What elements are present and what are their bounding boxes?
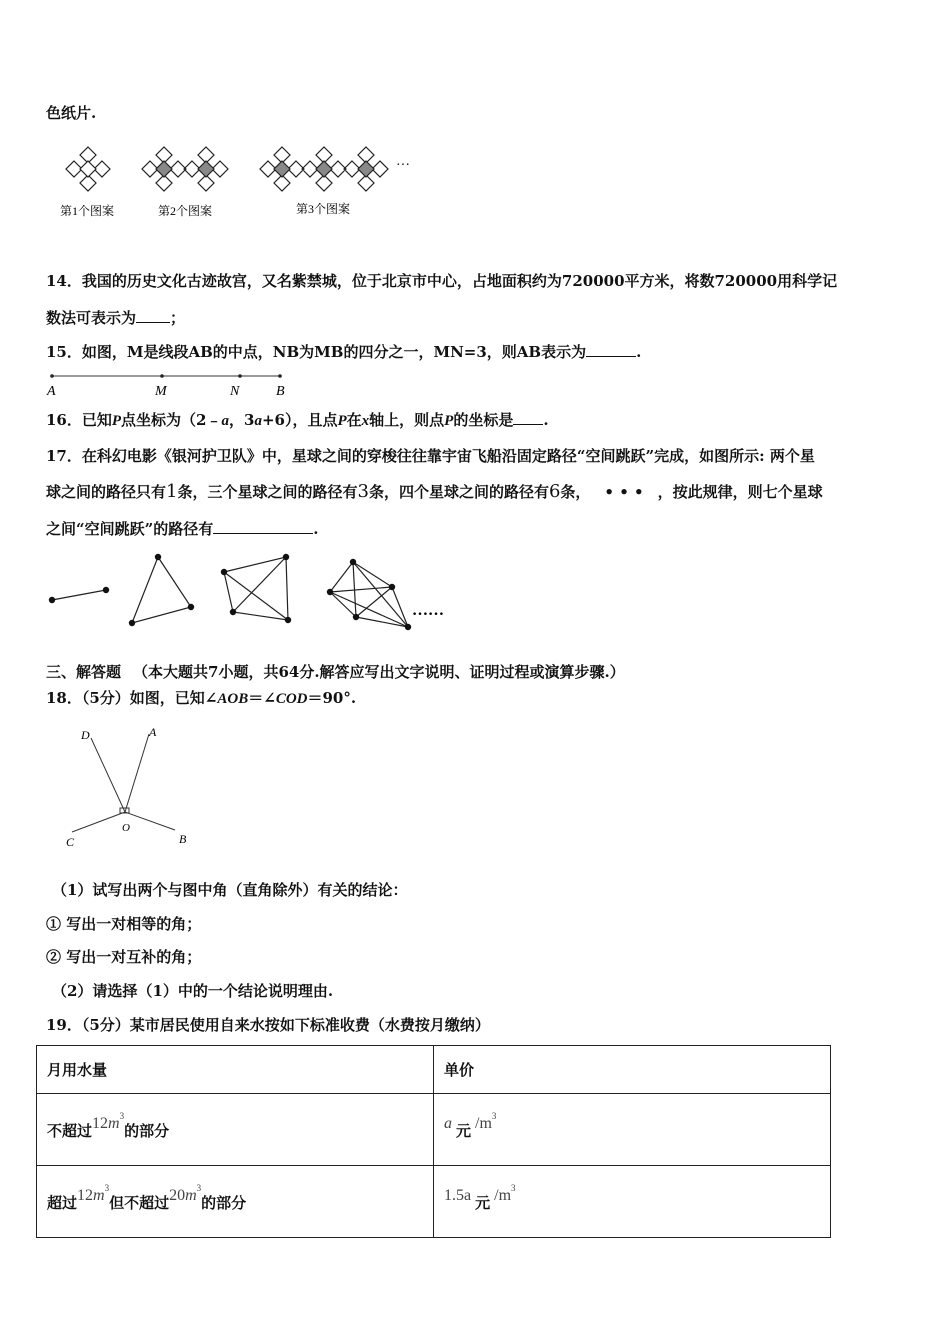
q17-text-a: 球之间的路径只有 <box>46 483 167 501</box>
q14-line1: 14．我国的历史文化古迹故宫，又名紫禁城，位于北京市中心，占地面积约为720000平方米，将数720000用科学记 <box>46 272 838 290</box>
row1-post: 的部分 <box>124 1121 170 1140</box>
q16-text-4: +6），且点 <box>261 411 338 429</box>
ray-label-A: A <box>149 725 157 739</box>
var-P: P <box>444 413 454 429</box>
point-label-A: A <box>47 384 56 399</box>
intro-tail: 色纸片. <box>46 104 97 122</box>
q16-text-6: 轴上，则点 <box>369 411 445 429</box>
q14-line2 <box>46 308 185 328</box>
row2-price-coef: 1.5a <box>444 1186 472 1204</box>
cube-sup: 3 <box>119 1110 125 1121</box>
q14-line2-end: ； <box>170 309 186 327</box>
row1-price-unit <box>475 1110 497 1132</box>
row1-num: 12 <box>92 1114 109 1132</box>
var-a: a <box>221 413 229 429</box>
cube-sup: 3 <box>196 1182 202 1193</box>
row2-unit: m <box>93 1186 105 1204</box>
q17-line2 <box>46 482 823 502</box>
q18-eq: ＝∠ <box>248 689 276 707</box>
pattern-label-1: 第1个图案 <box>60 204 115 218</box>
row2-per-m: /m <box>494 1186 512 1204</box>
pattern-ellipsis: ··· <box>396 158 410 173</box>
q17-num-1: 1 <box>166 481 178 502</box>
header-usage: 月用水量 <box>37 1046 434 1094</box>
cube-sup: 3 <box>104 1182 110 1193</box>
row1-price <box>434 1094 831 1166</box>
q17-num-6: 6 <box>548 481 561 502</box>
row1-quantity <box>92 1110 125 1132</box>
q15-line <box>46 342 641 362</box>
cube-sup: 3 <box>511 1182 516 1193</box>
row2-yuan: 元 <box>475 1193 491 1212</box>
q17-text-e: ，按此规律，则七个星球 <box>657 483 823 501</box>
water-fee-table <box>36 1045 831 1238</box>
vertex-label-O: O <box>122 822 130 834</box>
q16-answer-blank[interactable] <box>513 410 543 425</box>
row2-mid: 但不超过 <box>109 1193 170 1212</box>
q17-answer-blank[interactable] <box>213 519 313 534</box>
angle-AOB: AOB <box>217 691 249 707</box>
row2-quantity-2 <box>169 1182 202 1204</box>
row2-price-unit <box>494 1182 516 1204</box>
row1-per-m: /m <box>475 1114 492 1132</box>
row1-pre: 不超过 <box>47 1121 93 1140</box>
section3-title: 三、解答题 <box>46 663 122 681</box>
q15-text: 15．如图，M是线段AB的中点，NB为MB的四分之一，MN=3，则AB表示为 <box>46 343 587 361</box>
q19-line: 19．（5分）某市居民使用自来水按如下标准收费（水费按月缴纳） <box>46 1016 490 1034</box>
var-x: x <box>361 413 370 429</box>
angle-figure <box>60 722 210 850</box>
ray-label-B: B <box>179 832 187 846</box>
q18-part2: （2）请选择（1）中的一个结论说明理由. <box>52 982 334 1000</box>
q14-line2-text: 数法可表示为 <box>46 309 137 327</box>
row1-usage <box>37 1094 434 1166</box>
planet-paths-figure <box>40 550 470 640</box>
pattern-figure <box>50 135 430 220</box>
row2-num1: 12 <box>77 1186 94 1204</box>
ray-label-C: C <box>66 835 75 849</box>
point-label-M: M <box>155 384 167 399</box>
angle-COD: COD <box>275 691 308 707</box>
q18-part1-item1: ① 写出一对相等的角； <box>46 915 202 933</box>
q16-text-7: 的坐标是 <box>453 411 514 429</box>
table-row <box>37 1094 831 1166</box>
cube-sup: 3 <box>491 1110 497 1121</box>
row2-post: 的部分 <box>201 1193 247 1212</box>
header-price: 单价 <box>434 1046 831 1094</box>
q18-end: ＝90°. <box>307 689 357 707</box>
row2-pre: 超过 <box>47 1193 78 1212</box>
row1-price-coef <box>444 1115 452 1132</box>
table-row <box>37 1166 831 1238</box>
q17-text-b: 条，三个星球之间的路径有 <box>177 483 358 501</box>
row1-yuan: 元 <box>456 1121 472 1140</box>
q16-line <box>46 410 549 431</box>
q16-text-5: 在 <box>346 411 362 429</box>
q18-part1: （1）试写出两个与图中角（直角除外）有关的结论： <box>52 881 408 899</box>
q17-dots: • • • <box>604 483 644 501</box>
q17-num-3: 3 <box>357 481 369 502</box>
q17-line3-text: 之间“空间跳跃”的路径有 <box>46 520 214 538</box>
coef-a: a <box>444 1114 452 1132</box>
var-P: P <box>337 413 347 429</box>
q14-answer-blank[interactable] <box>136 308 170 323</box>
row2-unit: m <box>185 1186 197 1204</box>
q15-end: . <box>636 343 642 361</box>
row1-unit: m <box>108 1114 120 1132</box>
row2-quantity-1 <box>77 1182 110 1204</box>
figure-ellipsis: …… <box>412 602 444 619</box>
point-label-B: B <box>276 384 285 399</box>
q18-text: 18．（5分）如图，已知∠ <box>46 689 218 707</box>
q16-text-2: 点坐标为（2﹣ <box>121 411 222 429</box>
point-label-N: N <box>230 384 240 399</box>
q18-part1-item2: ② 写出一对互补的角； <box>46 948 202 966</box>
row2-usage <box>37 1166 434 1238</box>
table-header-row <box>37 1046 831 1094</box>
q16-text-1: 16．已知 <box>46 411 112 429</box>
row2-num2: 20 <box>169 1186 186 1204</box>
pattern-label-3: 第3个图案 <box>296 202 351 216</box>
q18-line <box>46 688 356 709</box>
q15-answer-blank[interactable] <box>586 342 636 357</box>
pattern-label-2: 第2个图案 <box>158 204 213 218</box>
row2-price <box>434 1166 831 1238</box>
q17-line3 <box>46 519 319 539</box>
q17-line3-end: . <box>313 520 319 538</box>
segment-figure <box>44 366 294 398</box>
q17-line1: 17．在科幻电影《银河护卫队》中，星球之间的穿梭往往靠宇宙飞船沿固定路径“空间跳跃”完成，如图所示: 两个星 <box>46 447 815 465</box>
q17-text-c: 条，四个星球之间的路径有 <box>368 483 549 501</box>
q16-end: . <box>543 411 549 429</box>
var-P: P <box>111 413 122 429</box>
var-a: a <box>254 413 262 429</box>
section3-heading <box>46 662 625 682</box>
q16-text-3: ，3 <box>229 411 255 429</box>
q17-text-d: 条， <box>560 483 591 501</box>
ray-label-D: D <box>81 728 90 742</box>
section3-note: （本大题共7小题，共64分.解答应写出文字说明、证明过程或演算步骤.） <box>133 663 625 681</box>
